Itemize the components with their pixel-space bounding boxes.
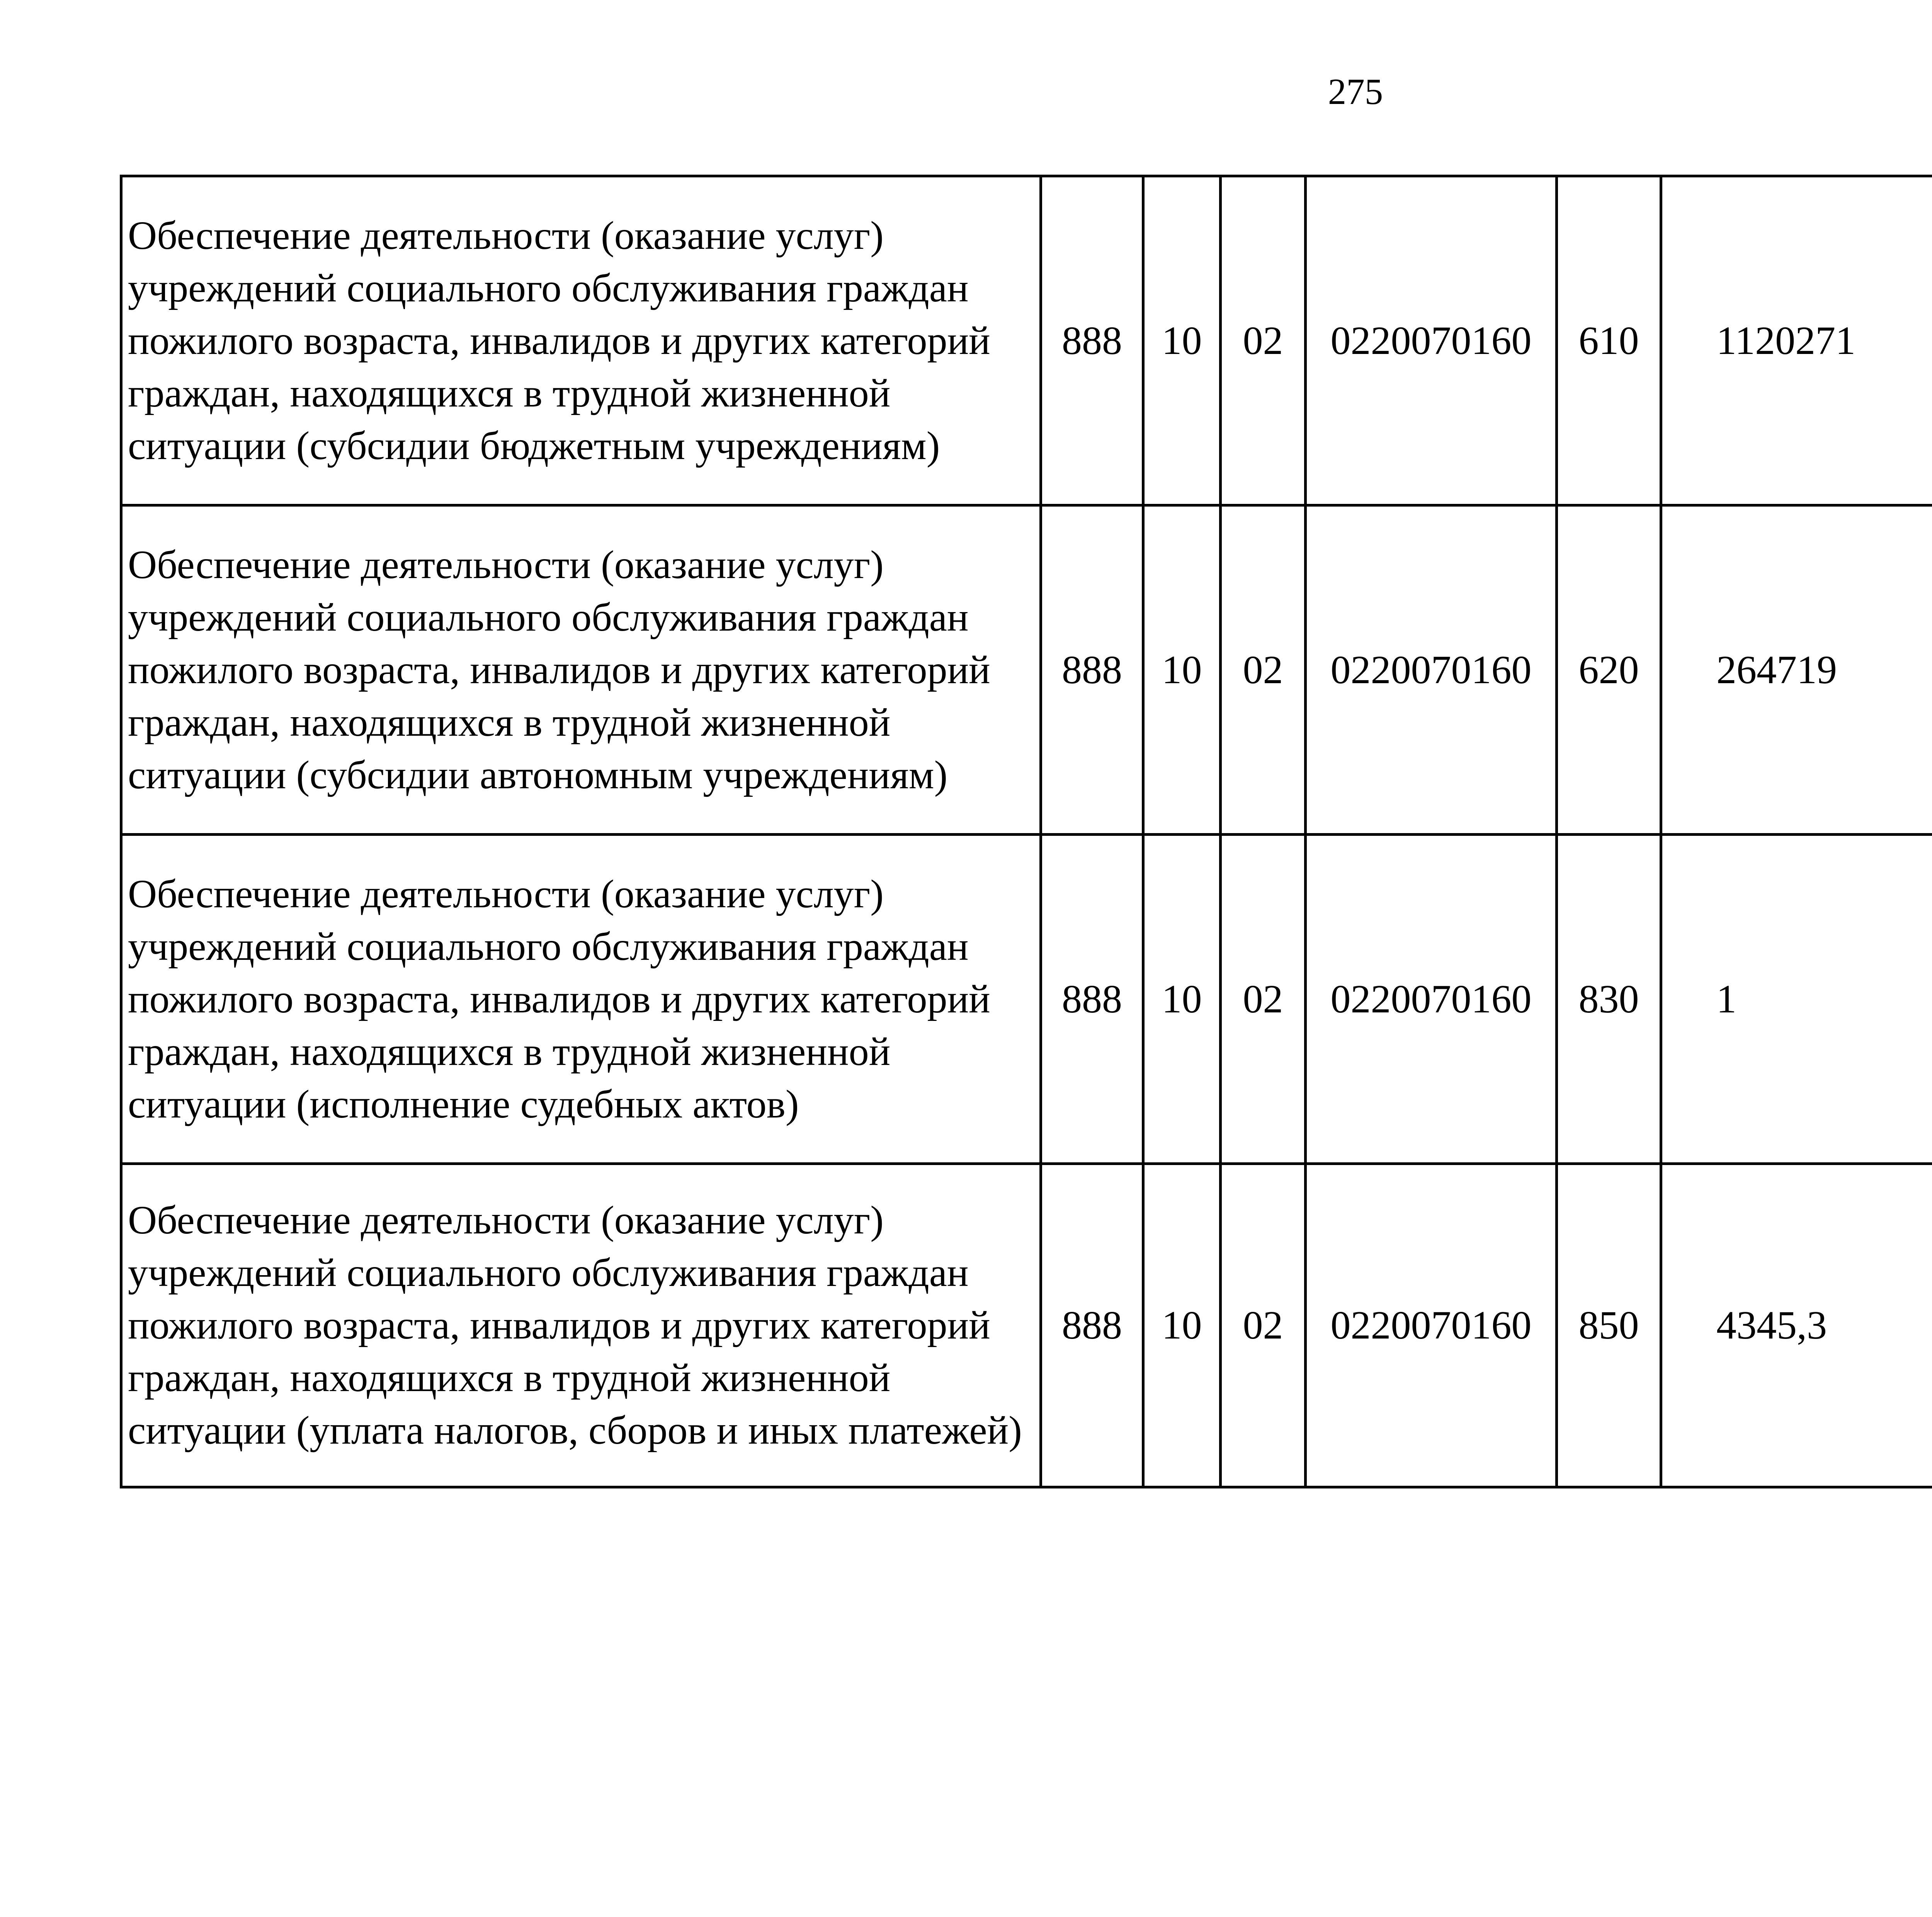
subsection-code-cell: 02 [1221, 505, 1306, 835]
target-article-cell: 0220070160 [1306, 1164, 1557, 1487]
section-code-cell: 10 [1143, 176, 1221, 505]
subsection-code-cell: 02 [1221, 176, 1306, 505]
section-code-cell: 10 [1143, 835, 1221, 1164]
expense-type-cell: 620 [1557, 505, 1661, 835]
budget-table [120, 175, 1932, 1488]
table-row [121, 505, 1932, 835]
section-code-cell: 10 [1143, 505, 1221, 835]
ministry-code-cell: 888 [1041, 835, 1143, 1164]
page-number: 275 [1328, 71, 1383, 112]
table-row [121, 1164, 1932, 1487]
description-cell: Обеспечение деятельности (оказание услуг) учреждений социального обслуживания граждан пожилого возраста, инвалидов и других категорий граждан, находящихся в трудной жизненной ситуации (уплата налогов, сборов и иных платежей) [121, 1164, 1041, 1487]
expense-type-cell: 850 [1557, 1164, 1661, 1487]
amount-1-cell: 264719 [1661, 505, 1932, 835]
amount-1-cell: 1120271 [1661, 176, 1932, 505]
amount-1-cell: 4345,3 [1661, 1164, 1932, 1487]
ministry-code-cell: 888 [1041, 176, 1143, 505]
description-cell: Обеспечение деятельности (оказание услуг) учреждений социального обслуживания граждан пожилого возраста, инвалидов и других категорий граждан, находящихся в трудной жизненной ситуации (субсидии бюджетным учреждениям) [121, 176, 1041, 505]
target-article-cell: 0220070160 [1306, 176, 1557, 505]
ministry-code-cell: 888 [1041, 1164, 1143, 1487]
subsection-code-cell: 02 [1221, 835, 1306, 1164]
expense-type-cell: 830 [1557, 835, 1661, 1164]
ministry-code-cell: 888 [1041, 505, 1143, 835]
target-article-cell: 0220070160 [1306, 505, 1557, 835]
description-cell: Обеспечение деятельности (оказание услуг) учреждений социального обслуживания граждан пожилого возраста, инвалидов и других категорий граждан, находящихся в трудной жизненной ситуации (исполнение судебных актов) [121, 835, 1041, 1164]
subsection-code-cell: 02 [1221, 1164, 1306, 1487]
section-code-cell: 10 [1143, 1164, 1221, 1487]
expense-type-cell: 610 [1557, 176, 1661, 505]
table-row [121, 835, 1932, 1164]
target-article-cell: 0220070160 [1306, 835, 1557, 1164]
amount-1-cell: 1 [1661, 835, 1932, 1164]
description-cell: Обеспечение деятельности (оказание услуг) учреждений социального обслуживания граждан пожилого возраста, инвалидов и других категорий граждан, находящихся в трудной жизненной ситуации (субсидии автономным учреждениям) [121, 505, 1041, 835]
table-row [121, 176, 1932, 505]
